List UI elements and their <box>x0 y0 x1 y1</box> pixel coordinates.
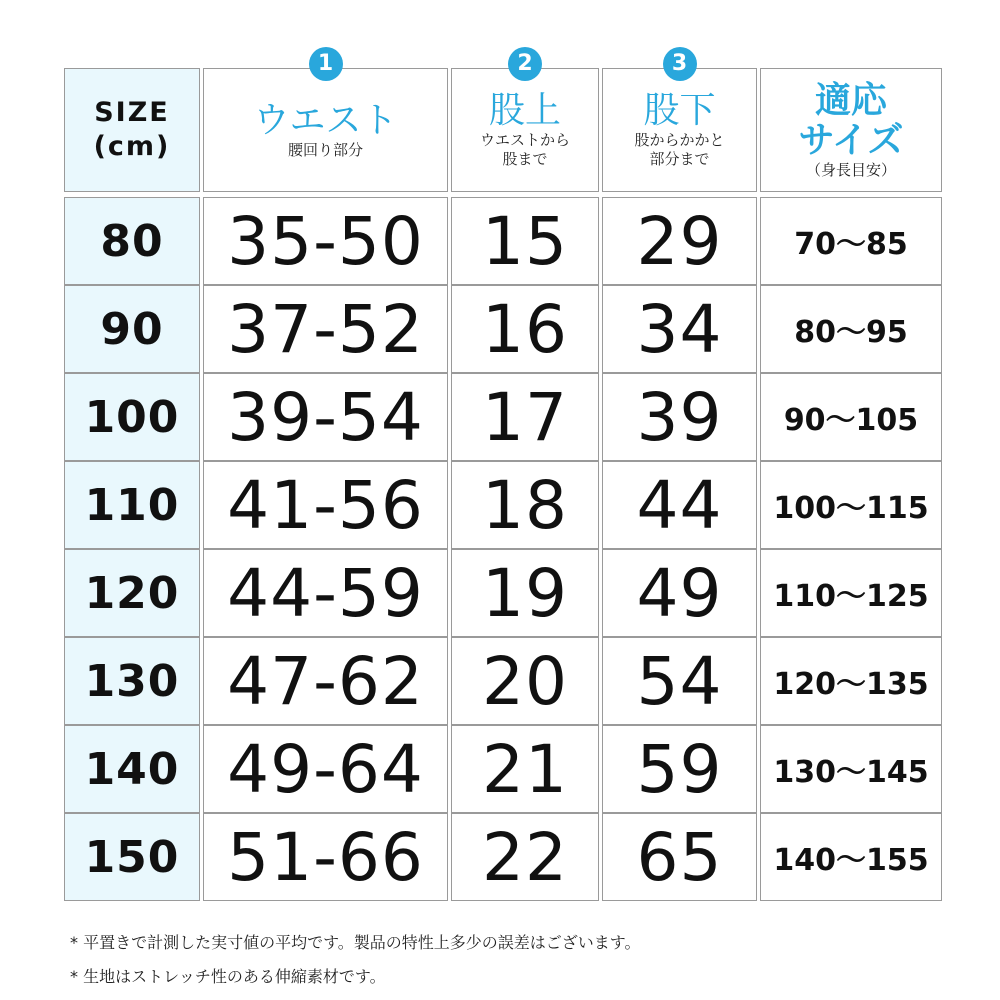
waist-value: 44-59 <box>227 554 424 632</box>
rise-value: 15 <box>482 202 568 280</box>
waist-value: 41-56 <box>227 466 424 544</box>
inseam-cell <box>602 373 757 461</box>
inseam-value: 65 <box>636 818 723 896</box>
rise-cell <box>451 813 599 901</box>
fit-size-header-cell <box>760 68 942 192</box>
fit-size-cell <box>760 373 942 461</box>
rise-value: 22 <box>482 818 568 896</box>
rise-cell <box>451 549 599 637</box>
size-cell <box>64 637 200 725</box>
size-cell <box>64 813 200 901</box>
size-header-label <box>94 96 171 164</box>
table-row <box>64 549 942 637</box>
fit-size-header-title-2: サイズ <box>798 119 904 161</box>
rise-value: 16 <box>482 290 568 368</box>
fit-size-value: 130〜145 <box>773 755 929 790</box>
number-badge-1: 1 <box>309 47 343 81</box>
size-header-cell <box>64 68 200 192</box>
waist-cell <box>203 197 448 285</box>
waist-cell <box>203 549 448 637</box>
fit-size-value: 110〜125 <box>773 579 929 614</box>
rise-cell <box>451 373 599 461</box>
fit-size-value: 70〜85 <box>794 227 908 262</box>
fit-size-cell <box>760 197 942 285</box>
fit-size-header-sub: （身長目安） <box>805 160 896 179</box>
size-value: 140 <box>84 743 180 795</box>
size-cell <box>64 197 200 285</box>
fit-size-value: 80〜95 <box>794 315 908 350</box>
rise-value: 21 <box>482 730 568 808</box>
table-row <box>64 285 942 373</box>
table-row <box>64 197 942 285</box>
waist-cell <box>203 725 448 813</box>
waist-value: 47-62 <box>227 642 424 720</box>
fit-size-cell <box>760 813 942 901</box>
inseam-header-sub-2: 部分まで <box>649 150 710 168</box>
inseam-value: 59 <box>636 730 723 808</box>
rise-cell <box>451 637 599 725</box>
size-cell <box>64 725 200 813</box>
rise-header-title: 股上 <box>488 90 561 131</box>
footnotes <box>70 926 641 994</box>
waist-value: 49-64 <box>227 730 424 808</box>
size-value: 130 <box>84 655 180 707</box>
size-value: 90 <box>100 303 164 355</box>
rise-header-sub-2: 股まで <box>502 150 548 168</box>
size-cell <box>64 285 200 373</box>
size-chart-table <box>64 51 942 901</box>
inseam-value: 29 <box>636 202 723 280</box>
waist-cell <box>203 461 448 549</box>
rise-cell <box>451 197 599 285</box>
table-row <box>64 461 942 549</box>
size-value: 120 <box>84 567 180 619</box>
table-row <box>64 725 942 813</box>
rise-header-cell <box>451 51 599 192</box>
size-value: 80 <box>100 215 164 267</box>
waist-header-cell <box>203 51 448 192</box>
number-badge-2: 2 <box>508 47 542 81</box>
waist-value: 51-66 <box>227 818 424 896</box>
inseam-value: 44 <box>636 466 723 544</box>
inseam-value: 54 <box>636 642 723 720</box>
size-cell <box>64 549 200 637</box>
inseam-cell <box>602 461 757 549</box>
table-row <box>64 373 942 461</box>
table-row <box>64 637 942 725</box>
inseam-value: 34 <box>636 290 723 368</box>
rise-cell <box>451 461 599 549</box>
fit-size-value: 90〜105 <box>783 403 919 438</box>
inseam-value: 49 <box>636 554 723 632</box>
fit-size-value: 100〜115 <box>773 491 929 526</box>
fit-size-cell <box>760 461 942 549</box>
waist-cell <box>203 813 448 901</box>
table-header-row <box>64 51 942 192</box>
size-header-line2: (cm) <box>93 131 171 162</box>
size-header-line1: SIZE <box>94 97 170 128</box>
waist-cell <box>203 285 448 373</box>
inseam-value: 39 <box>636 378 723 456</box>
rise-value: 20 <box>482 642 568 720</box>
waist-header-sub: 腰回り部分 <box>287 140 363 159</box>
inseam-cell <box>602 549 757 637</box>
fit-size-cell <box>760 285 942 373</box>
size-value: 110 <box>84 479 180 531</box>
size-cell <box>64 461 200 549</box>
rise-value: 17 <box>482 378 568 456</box>
number-badge-3: 3 <box>663 47 697 81</box>
footnote-material: * 生地はストレッチ性のある伸縮素材です。 <box>70 967 386 986</box>
inseam-cell <box>602 725 757 813</box>
inseam-cell <box>602 813 757 901</box>
waist-value: 35-50 <box>227 202 424 280</box>
table-row <box>64 813 942 901</box>
fit-size-cell <box>760 725 942 813</box>
fit-size-value: 120〜135 <box>773 667 929 702</box>
fit-size-header-title-1: 適応 <box>814 79 887 121</box>
rise-value: 18 <box>482 466 568 544</box>
inseam-header-sub-1: 股からかかと <box>634 131 725 149</box>
inseam-header-title: 股下 <box>643 90 716 131</box>
size-value: 100 <box>84 391 180 443</box>
inseam-cell <box>602 285 757 373</box>
waist-value: 37-52 <box>227 290 424 368</box>
rise-value: 19 <box>482 554 568 632</box>
rise-header-sub-1: ウエストから <box>479 131 570 149</box>
rise-cell <box>451 725 599 813</box>
rise-cell <box>451 285 599 373</box>
fit-size-cell <box>760 637 942 725</box>
size-cell <box>64 373 200 461</box>
inseam-cell <box>602 637 757 725</box>
waist-cell <box>203 373 448 461</box>
footnote-measurement: * 平置きで計測した実寸値の平均です。製品の特性上多少の誤差はございます。 <box>70 933 641 952</box>
waist-header-title: ウエスト <box>253 99 398 141</box>
inseam-header-cell <box>602 51 757 192</box>
waist-value: 39-54 <box>227 378 424 456</box>
fit-size-value: 140〜155 <box>773 843 929 878</box>
inseam-cell <box>602 197 757 285</box>
size-value: 150 <box>84 831 180 883</box>
fit-size-cell <box>760 549 942 637</box>
waist-cell <box>203 637 448 725</box>
